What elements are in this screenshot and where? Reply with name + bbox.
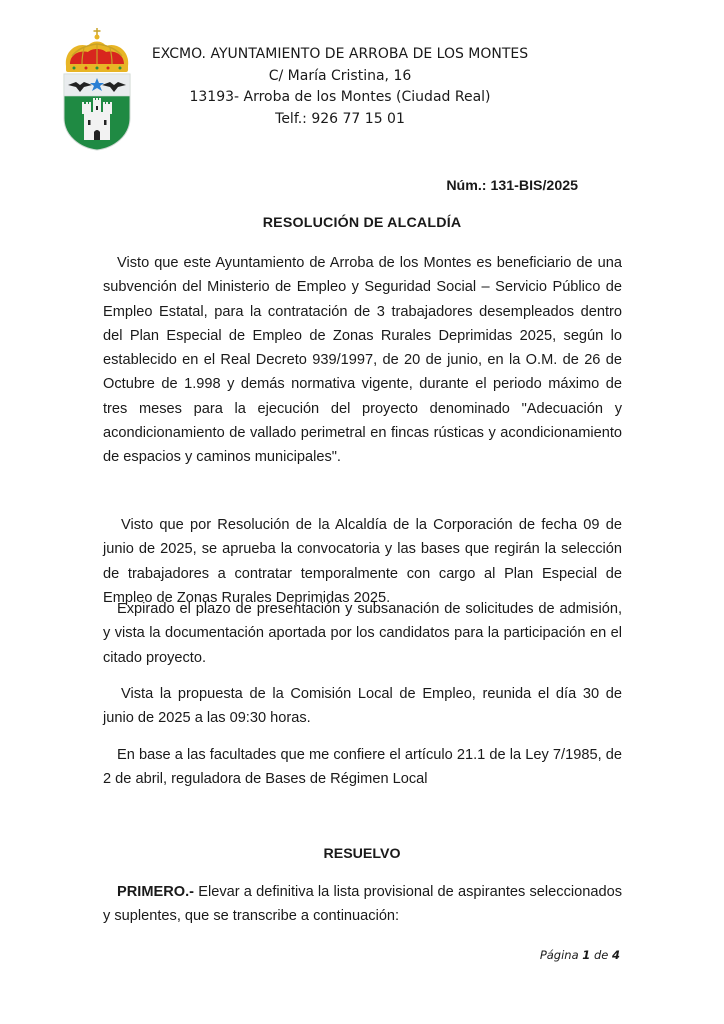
paragraph-1: [103, 251, 622, 470]
page-current: 1: [582, 948, 591, 962]
paragraph-5: [103, 743, 622, 792]
address-street: C/ María Cristina, 16: [268, 67, 412, 84]
paragraph-4: [103, 682, 622, 731]
paragraph-text: En base a las facultades que me confiere el artículo 21.1 de la Ley 7/1985, de 2 de abril, reguladora de Bases de Régimen Local: [103, 747, 622, 788]
paragraph-2: [103, 513, 622, 610]
paragraph-text: Vista la propuesta de la Comisión Local de Empleo, reunida el día 30 de junio de 2025 a las 09:30 horas.: [103, 686, 622, 727]
paragraph-text: Expirado el plazo de presentación y subsanación de solicitudes de admisión, y vista la documentación aportada por los candidatos para la participación en el citado proyecto.: [103, 601, 622, 666]
letterhead: [130, 44, 550, 130]
page-total: 4: [611, 948, 620, 962]
primero-paragraph: [103, 880, 622, 929]
primero-body: Elevar a definitiva la lista provisional de aspirantes seleccionados y suplentes, que se transcribe a continuación:: [103, 884, 622, 925]
resolution-number: Núm.: 131-BIS/2025: [446, 178, 578, 194]
document-title: RESOLUCIÓN DE ALCALDÍA: [262, 215, 462, 231]
page-footer: [540, 948, 620, 962]
page-of: de: [593, 948, 609, 962]
coat-of-arms-icon: [58, 26, 136, 152]
address-city: 13193- Arroba de los Montes (Ciudad Real): [189, 89, 491, 105]
municipality-name: EXCMO. AYUNTAMIENTO DE ARROBA DE LOS MONTES: [151, 46, 529, 62]
resuelvo-heading: RESUELVO: [323, 846, 401, 862]
page-word: Página: [539, 948, 579, 962]
phone-number: Telf.: 926 77 15 01: [275, 110, 405, 127]
primero-label: PRIMERO.-: [117, 884, 195, 900]
primero-text: [103, 880, 622, 929]
paragraph-text: Visto que este Ayuntamiento de Arroba de los Montes es beneficiario de una subvención del Ministerio de Empleo y Seguridad Social – Servicio Público de Empleo Estatal, para la contratación de 3 trabajadores desempleados dentro del Plan Especial de Empleo de Zonas Rurales Deprimidas 2025, según lo establecido en el Real Decreto 939/1997, de 20 de junio, en la O.M. de 26 de Octubre de 1.998 y demás normativa vigente, durante el periodo máximo de tres meses para la ejecución del proyecto denominado "Adecuación y acondicionamiento de vallado perimetral en fincas rústicas y acondicionamiento de espacios y caminos municipales".: [103, 255, 622, 466]
paragraph-text: Visto que por Resolución de la Alcaldía de la Corporación de fecha 09 de junio de 2025, se aprueba la convocatoria y las bases que regirán la selección de trabajadores a contratar temporalmente con cargo al Plan Especial de Empleo de Zonas Rurales Deprimidas 2025.: [103, 517, 622, 606]
paragraph-3: [103, 597, 622, 670]
